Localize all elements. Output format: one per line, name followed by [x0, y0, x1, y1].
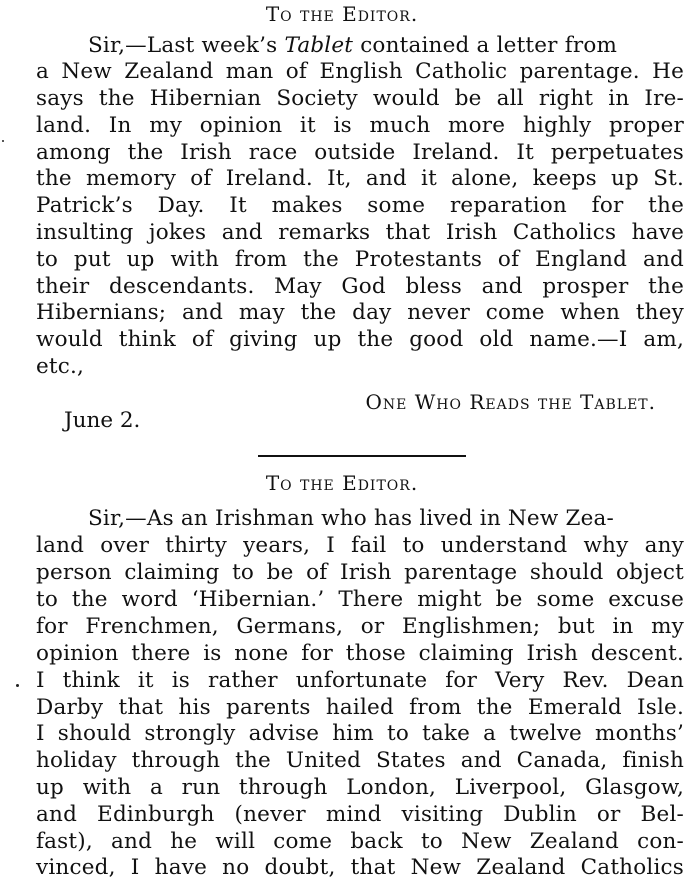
letter2-line-7: I think it is rather unfortunate for Very Rev. Dean: [36, 668, 684, 693]
letter2-line-10: holiday through the United States and Canada, finish: [36, 748, 684, 773]
letter2-line-4: to the word ‘Hibernian.’ There might be some excuse: [36, 587, 684, 612]
letter1-line-3: says the Hibernian Society would be all right in Ire-: [36, 86, 684, 111]
letter2-line-12: and Edinburgh (never mind visiting Dublin or Bel-: [36, 802, 684, 827]
letter1-line-2: a New Zealand man of English Catholic parentage. He: [36, 59, 684, 84]
scan-speck: [16, 684, 19, 687]
letter1-signature: One Who Reads the Tablet.: [365, 390, 656, 414]
letter2-line-3: person claiming to be of Irish parentage should object: [36, 560, 684, 585]
letter2-heading: [0, 471, 684, 495]
letter1-line-5: among the Irish race outside Ireland. It perpetuates: [36, 140, 684, 165]
letter1-heading: [0, 2, 684, 26]
letter1-line-11: Hibernians; and may the day never come when they: [36, 300, 684, 325]
letter2-line-1: Sir,—As an Irishman who has lived in New Zea-: [88, 506, 615, 531]
letter2-line-13: fast), and he will come back to New Zealand con-: [36, 829, 684, 854]
letter2-line-9: I should strongly advise him to take a twelve months’: [36, 721, 684, 746]
letter2-line-8: Darby that his parents hailed from the Emerald Isle.: [36, 695, 684, 720]
letter1-line-4: land. In my opinion it is much more highly proper: [36, 113, 684, 138]
letter1-line-10: their descendants. May God bless and prosper the: [36, 274, 684, 299]
letter1-heading-text: To the Editor.: [265, 2, 419, 26]
letter2-line-14: vinced, I have no doubt, that New Zealand Catholics: [36, 855, 684, 880]
letter1-line-8: insulting jokes and remarks that Irish Catholics have: [36, 220, 684, 245]
letter1-line-9: to put up with from the Protestants of England and: [36, 247, 684, 272]
letter2-line-5: for Frenchmen, Germans, or Englishmen; but in my: [36, 614, 684, 639]
letter2-line-6: opinion there is none for those claiming Irish descent.: [36, 641, 684, 666]
scan-speck: [2, 140, 4, 142]
letter1-line-13: etc.,: [36, 354, 85, 379]
letter1-line-12: would think of giving up the good old name.—I am,: [36, 327, 684, 352]
section-divider: [258, 455, 466, 457]
letter2-line-11: up with a run through London, Liverpool, Glasgow,: [36, 775, 684, 800]
letter1-line-6: the memory of Ireland. It, and it alone, keeps up St.: [36, 166, 684, 191]
letter1-line-1: Sir,—Last week’s Tablet contained a letter from: [88, 33, 618, 58]
letter2-heading-text: To the Editor.: [265, 471, 419, 495]
letter2-line-2: land over thirty years, I fail to understand why any: [36, 533, 684, 558]
letter1-line-7: Patrick’s Day. It makes some reparation for the: [36, 193, 684, 218]
letter1-date: June 2.: [64, 408, 141, 433]
